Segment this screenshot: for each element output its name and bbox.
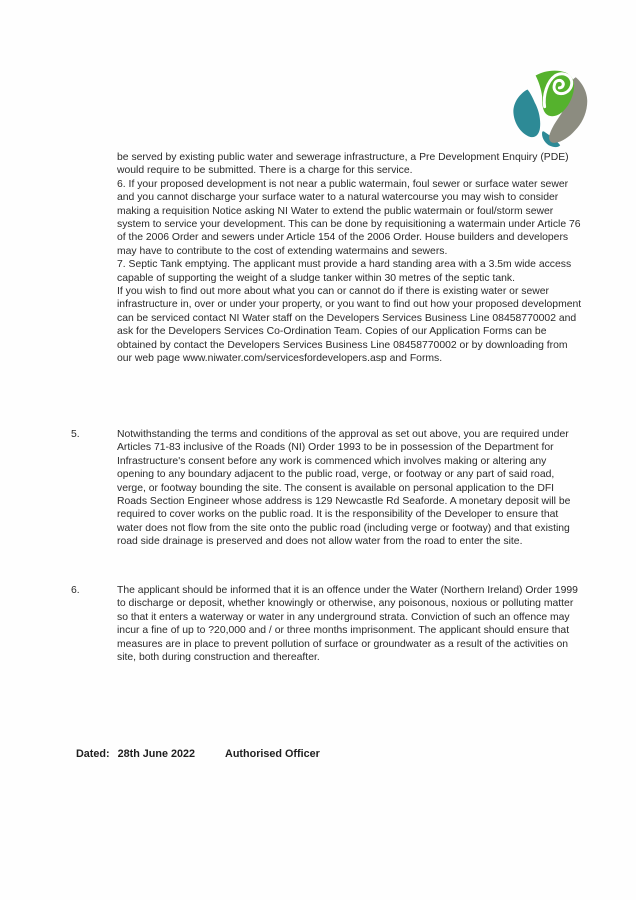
condition-5-text: Notwithstanding the terms and conditions of the approval as set out above, you are required under Articles 71-83 inclusive of the Roads (NI) Order 1993 to be in possession of the Department for Infrastructure's consent before any work is commenced which involves making or altering any opening to any boundary adjacent to the public road, verge, or footway or any part of said road, verge, or footway bounding the site. The consent is available on personal application to the DFI Roads Section Engineer whose address is 129 Newcastle Rd Seaforde. A monetary deposit will be required to cover works on the public road. It is the responsibility of the Developer to ensure that water does not flow from the site onto the public road (including verge or footway) and that existing road side drainage is preserved and does not allow water from the road to enter the site. bbox=[117, 429, 571, 548]
dated-value: 28th June 2022 bbox=[117, 748, 196, 760]
condition-item-6 bbox=[71, 584, 584, 664]
note-paragraph-septic-tank: 7. Septic Tank emptying. The applicant must provide a hard standing area with a 3.5m wide access capable of supporting the weight of a sludge tanker within 30 metres of the septic tank. bbox=[117, 259, 572, 284]
logo-teal-segment bbox=[513, 90, 540, 138]
condition-6-text: The applicant should be informed that it is an offence under the Water (Northern Ireland) Order 1999 to discharge or deposit, whether knowingly or otherwise, any poisonous, noxious or polluting matter so that it enters a waterway or water in any underground strata. Conviction of such an offence may incur a fine of up to ?20,000 and / or three months imprisonment. The applicant should ensure that measures are in place to prevent pollution of surface or groundwater as a result of the activities on site, both during construction and thereafter. bbox=[117, 585, 578, 664]
dated-line bbox=[76, 747, 320, 761]
condition-item-5 bbox=[71, 428, 584, 549]
notes-continuation-block bbox=[117, 151, 584, 366]
note-paragraph-developer-services: If you wish to find out more about what you can or cannot do if there is existing water or sewer infrastructure in, over or under your property, or you want to find out how your proposed development can be serviced contact NI Water staff on the Developers Services Business Line 08458770002 and ask for the Developers Services Co-Ordination Team. Copies of our Application Forms can be obtained by contact the Developers Services Business Line 08458770002 or by downloading from our web page www.niwater.com/servicesfordevelopers.asp and Forms. bbox=[117, 286, 582, 365]
condition-5-number: 5. bbox=[71, 429, 80, 440]
ni-water-logo bbox=[511, 69, 593, 151]
note-paragraph-requisition: 6. If your proposed development is not near a public watermain, foul sewer or surface water sewer and you cannot discharge your surface water to a natural watercourse you may wish to consider making a requisition Notice asking NI Water to extend the public watermain or foul/storm sewer system to service your development. This can be done by requisitioning a watermain under Article 76 of the 2006 Order and sewers under Article 154 of the 2006 Order. House builders and developers may have to contribute to the cost of extending watermains and sewers. bbox=[117, 178, 581, 257]
condition-6-number: 6. bbox=[71, 585, 80, 596]
ni-water-logo-graphic bbox=[511, 69, 593, 151]
dated-label: Dated: bbox=[76, 748, 110, 760]
authorised-officer-label: Authorised Officer bbox=[225, 748, 320, 760]
note-paragraph-pde: be served by existing public water and sewerage infrastructure, a Pre Development Enquiry (PDE) would require to be submitted. There is a charge for this service. bbox=[117, 152, 569, 177]
